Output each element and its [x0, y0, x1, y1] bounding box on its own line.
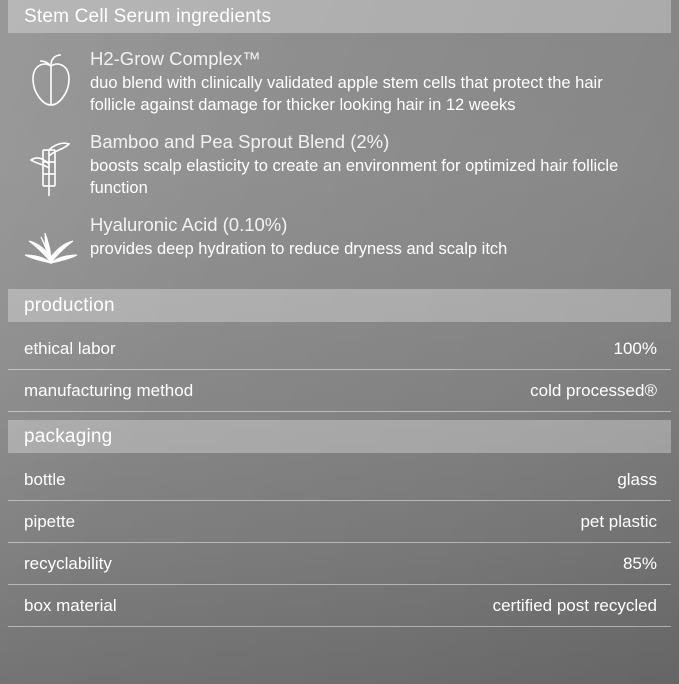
table-row [8, 585, 671, 627]
ingredient-name: H2-Grow Complex™ [90, 48, 261, 69]
table-row [8, 459, 671, 501]
section-title: production [24, 294, 115, 316]
list-item [12, 213, 667, 265]
divider [8, 412, 671, 420]
aloe-leaf-icon [12, 213, 90, 265]
section-header-ingredients [8, 0, 671, 33]
section-header-packaging [8, 420, 671, 453]
production-rows [8, 328, 671, 412]
table-row [8, 501, 671, 543]
row-value: certified post recycled [492, 595, 657, 615]
ingredients-list [8, 33, 671, 289]
row-value: 100% [613, 339, 657, 358]
apple-icon [12, 47, 90, 109]
ingredient-description: duo blend with clinically validated apple stem cells that protect the hair follicle against damage for thicker looking hair in 12 weeks [90, 74, 603, 114]
table-row [8, 543, 671, 585]
row-label: recyclability [24, 553, 112, 573]
section-title: Stem Cell Serum ingredients [24, 5, 272, 27]
ingredient-name: Bamboo and Pea Sprout Blend (2%) [90, 131, 390, 152]
row-label: pipette [24, 511, 76, 531]
row-label: box material [24, 595, 117, 615]
list-item [12, 47, 667, 116]
section-header-production [8, 289, 671, 322]
packaging-rows [8, 459, 671, 627]
table-row [8, 328, 671, 370]
row-label: manufacturing method [24, 380, 194, 400]
row-value: pet plastic [580, 511, 657, 531]
ingredient-description: provides deep hydration to reduce dryness and scalp itch [90, 240, 508, 258]
row-value: glass [617, 470, 657, 489]
list-item [12, 130, 667, 199]
row-label: ethical labor [24, 339, 116, 358]
ingredient-name: Hyaluronic Acid (0.10%) [90, 214, 288, 235]
section-title: packaging [24, 425, 113, 447]
bamboo-sprout-icon [12, 130, 90, 198]
ingredient-description: boosts scalp elasticity to create an environment for optimized hair follicle function [90, 157, 619, 197]
row-value: 85% [622, 553, 657, 573]
row-value: cold processed® [530, 380, 657, 400]
row-label: bottle [24, 470, 66, 489]
table-row [8, 370, 671, 412]
